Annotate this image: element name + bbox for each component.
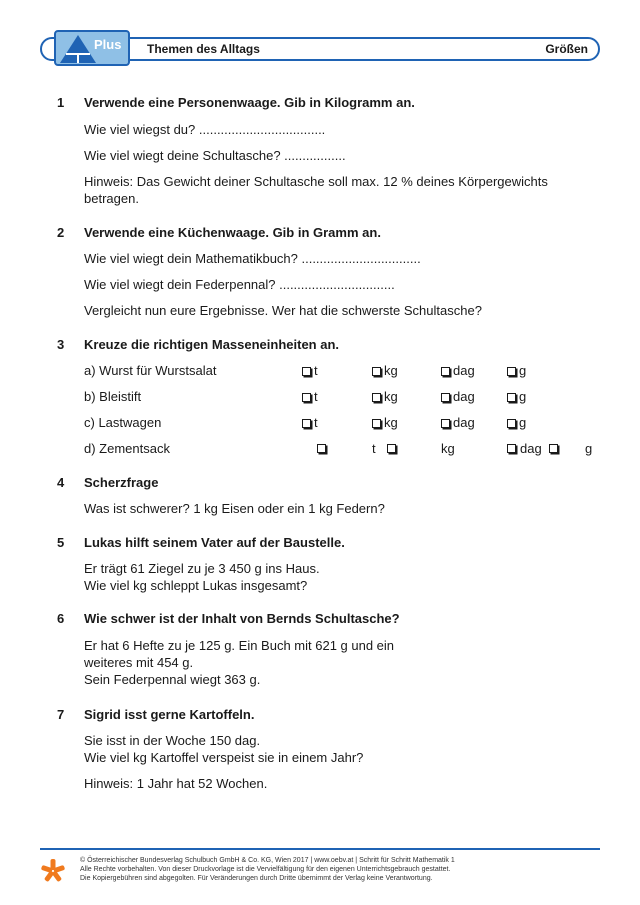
task-line: weiteres mit 454 g. bbox=[84, 655, 194, 670]
checkbox-option[interactable]: t bbox=[302, 415, 318, 430]
task-line: Hinweis: Das Gewicht deiner Schultasche soll max. 12 % deines Körpergewichts bbox=[84, 174, 548, 189]
checkbox-icon[interactable] bbox=[441, 393, 450, 402]
task-number: 7 bbox=[57, 707, 65, 722]
task-line: Er hat 6 Hefte zu je 125 g. Ein Buch mit 621 g und ein bbox=[84, 638, 395, 653]
checkbox-icon[interactable] bbox=[372, 393, 381, 402]
task-number: 6 bbox=[57, 611, 65, 626]
item-label: c) Lastwagen bbox=[84, 415, 162, 430]
task-line: Wie viel wiegt deine Schultasche? ................. bbox=[84, 148, 346, 163]
checkbox-icon[interactable] bbox=[317, 444, 326, 453]
task-line: Sie isst in der Woche 150 dag. bbox=[84, 733, 261, 748]
checkbox-icon[interactable] bbox=[507, 393, 516, 402]
checkbox-option[interactable]: t bbox=[302, 389, 318, 404]
asterisk-logo-icon bbox=[40, 858, 66, 884]
page-title: Themen des Alltags bbox=[147, 42, 260, 56]
task-heading: Verwende eine Küchenwaage. Gib in Gramm an. bbox=[84, 225, 381, 240]
checkbox-icon[interactable] bbox=[441, 367, 450, 376]
task-number: 5 bbox=[57, 535, 65, 550]
footer-text bbox=[80, 856, 455, 883]
checkbox-icon[interactable] bbox=[507, 444, 516, 453]
task-heading: Wie schwer ist der Inhalt von Bernds Schultasche? bbox=[84, 611, 400, 626]
task-heading: Verwende eine Personenwaage. Gib in Kilogramm an. bbox=[84, 95, 415, 110]
checkbox-icon[interactable] bbox=[387, 444, 396, 453]
task-line: Hinweis: 1 Jahr hat 52 Wochen. bbox=[84, 776, 268, 791]
task-heading: Kreuze die richtigen Masseneinheiten an. bbox=[84, 337, 340, 352]
logo-text: Plus bbox=[94, 37, 122, 52]
task-line: Wie viel wiegt dein Federpennal? ................................ bbox=[84, 277, 395, 292]
checkbox-icon[interactable] bbox=[507, 367, 516, 376]
triangle-logo-icon bbox=[58, 33, 98, 65]
item-label: b) Bleistift bbox=[84, 389, 142, 404]
task-number: 2 bbox=[57, 225, 65, 240]
checkbox-option[interactable]: g bbox=[507, 415, 526, 430]
task-line: Wie viel wiegst du? ................................... bbox=[84, 122, 326, 137]
task-line: Was ist schwerer? 1 kg Eisen oder ein 1 kg Federn? bbox=[84, 501, 385, 516]
checkbox-option[interactable]: dag bbox=[441, 363, 475, 378]
task-number: 4 bbox=[57, 475, 65, 490]
task-heading: Scherzfrage bbox=[84, 475, 159, 490]
checkbox-icon[interactable] bbox=[302, 393, 311, 402]
task-line: Er trägt 61 Ziegel zu je 3 450 g ins Haus. bbox=[84, 561, 320, 576]
checkbox-icon[interactable] bbox=[302, 367, 311, 376]
checkbox-option[interactable]: dag bbox=[441, 415, 475, 430]
task-line: betragen. bbox=[84, 191, 139, 206]
checkbox-icon[interactable] bbox=[549, 444, 558, 453]
checkbox-icon[interactable] bbox=[372, 367, 381, 376]
task-line: Sein Federpennal wiegt 363 g. bbox=[84, 672, 261, 687]
footer-line: © Österreichischer Bundesverlag Schulbuch GmbH & Co. KG, Wien 2017 | www.oebv.at | Schritt für Schritt Mathematik 1 bbox=[80, 857, 455, 864]
checkbox-icon[interactable] bbox=[441, 419, 450, 428]
task-heading: Lukas hilft seinem Vater auf der Baustelle. bbox=[84, 535, 345, 550]
checkbox-icon[interactable] bbox=[372, 419, 381, 428]
footer-divider bbox=[40, 848, 600, 850]
unit-label: t bbox=[372, 441, 376, 456]
checkbox-option[interactable]: t bbox=[302, 363, 318, 378]
task-number: 3 bbox=[57, 337, 65, 352]
checkbox-option[interactable]: dag bbox=[441, 389, 475, 404]
task-line: Wie viel kg Kartoffel verspeist sie in einem Jahr? bbox=[84, 750, 364, 765]
checkbox-option[interactable]: g bbox=[507, 389, 526, 404]
checkbox-option[interactable]: kg bbox=[372, 389, 398, 404]
item-label: d) Zementsack bbox=[84, 441, 170, 456]
logo bbox=[54, 30, 130, 66]
page-topic: Größen bbox=[545, 42, 588, 56]
item-label: a) Wurst für Wurstsalat bbox=[84, 363, 217, 378]
task-number: 1 bbox=[57, 95, 65, 110]
task-line: Vergleicht nun eure Ergebnisse. Wer hat die schwerste Schultasche? bbox=[84, 303, 482, 318]
checkbox-option[interactable]: g bbox=[507, 363, 526, 378]
footer-line: Die Kopiergebühren sind abgegolten. Für Veränderungen durch Dritte übernimmt der Verlag keine Verantwortung. bbox=[80, 875, 433, 882]
footer-line: Alle Rechte vorbehalten. Von dieser Druckvorlage ist die Vervielfältigung für den eigenen Unterrichtsgebrauch gestattet. bbox=[80, 866, 451, 873]
unit-label: g bbox=[585, 441, 593, 456]
checkbox-icon[interactable] bbox=[302, 419, 311, 428]
unit-label: kg bbox=[441, 441, 455, 456]
task-line: Wie viel wiegt dein Mathematikbuch? ................................. bbox=[84, 251, 421, 266]
checkbox-option[interactable]: kg bbox=[372, 415, 398, 430]
task-heading: Sigrid isst gerne Kartoffeln. bbox=[84, 707, 255, 722]
checkbox-icon[interactable] bbox=[507, 419, 516, 428]
checkbox-option[interactable]: kg bbox=[372, 363, 398, 378]
unit-label: dag bbox=[520, 441, 542, 456]
task-line: Wie viel kg schleppt Lukas insgesamt? bbox=[84, 578, 308, 593]
